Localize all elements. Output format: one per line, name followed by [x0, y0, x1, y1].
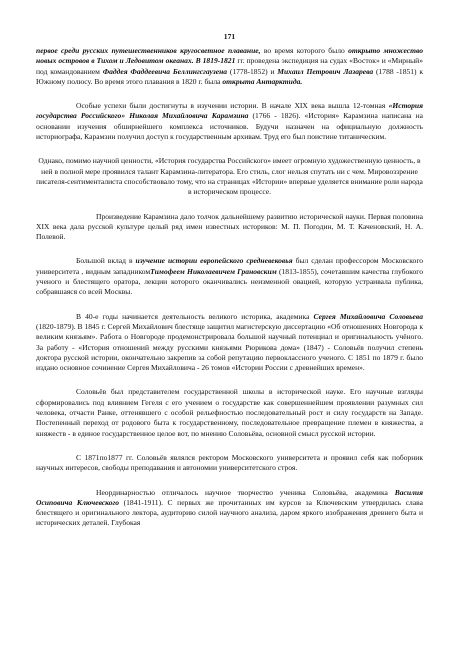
- plain-text: гг. проведена экспедиция на судах «Восток» и «Мирный» под командованием: [36, 56, 423, 76]
- plain-text: Большой вклад в: [76, 256, 136, 266]
- plain-text: во время которого было: [260, 46, 349, 55]
- person-name: Тимофеем Николаевичем Грановским: [150, 266, 277, 276]
- person-name: Сергея Михайловича Соловьева: [313, 311, 424, 321]
- paragraph-rector: С 1871по1877 гг. Соловьёв являлся ректором Московского университета и проявил себя как поборник научных интересов, свободы преподавания и автономии университетского строя.: [36, 452, 423, 473]
- plain-text: (1813-1855), сочетавшим качества глубокого ученого и блестящего оратора, лекции которого оканчивались неизменной овацией, которую устраивала публика, собравшаяся со всей Москвы.: [36, 266, 423, 297]
- paragraph-solovyov: [36, 312, 423, 374]
- plain-text: был сделан профессором Московского университета , видным западником: [36, 256, 424, 276]
- emphasis-text: «История государства Российского» Николая Михайловича Карамзина: [36, 101, 423, 121]
- document-body: [36, 46, 423, 529]
- person-name: Василия Осиповича Ключевского: [36, 487, 423, 507]
- plain-text: (1841-1911). С первых же прочитанных им курсов за Ключевским утвердилась слава блестящего и оригинального лектора, аудиторию силой научного анализа, даром яркого изображения древнего быта и исторических деталей. Глубокая: [36, 497, 423, 528]
- paragraph-karamzin-style: Однако, помимо научной ценности, «История государства Российского» имеет огромную художественную ценность, в ней в полной мере проявился талант Карамзина-литератора. Его стиль, слог нельзя спутать ни с чем. Мировоззрение писателя-сентименталиста способствовало тому, что на страницах «Истории» впервые уделяется внимание роли народа в историческом процессе.: [36, 156, 423, 197]
- person-name: Михаил Петрович Лазарева: [277, 66, 374, 76]
- emphasis-text: первое среди русских путешественников кругосветное плавание,: [36, 46, 261, 55]
- plain-text: (1778-1852) и: [227, 66, 278, 76]
- plain-text: Особые успехи были достигнуты в изучении истории. В начале XIX века вышла 12-томная: [76, 101, 389, 111]
- plain-text: (1788 -1851) к Южному полюсу. Во время этого плавания в 1820 г. была: [36, 66, 423, 86]
- paragraph-expeditions: [36, 46, 423, 87]
- paragraph-klyuchevsky: [36, 488, 423, 529]
- page-number: 171: [223, 32, 236, 41]
- emphasis-text: открыто множество новых островов в Тихом и Ледовитом океанах. В 1819-1821: [36, 46, 423, 66]
- plain-text: (1766 - 1826). «История» Карамзина написана на основании изучения обширнейшего комплекса источников. Будучи назначен на официальную должность историографа, Карамзин получил доступ к государственным архивам. Труд его был поистине титаническим.: [36, 111, 423, 142]
- plain-text: Неординарностью отличалось научное творчество ученика Соловьёва, академика: [96, 487, 395, 497]
- person-name: Фаддея Фаддеевича Беллингсгаузена: [102, 66, 228, 76]
- emphasis-text: изучение истории европейского средневековья: [135, 256, 293, 266]
- plain-text: (1820-1879). В 1845 г. Сергей Михайлович блестяще защитил магистерскую диссертацию «Об отношениях Новгорода к великим князьям». Работа о Новгороде продемонстрировала большой научный потенциал и оригинальность учёного. За работу - «История отношений между русскими князьями Рюрикова дома» (1847) - Соловьёв получил степень доктора русской истории, окончательно закрепив за собой репутацию первоклассного ученого. С 1851 по 1879 г. было издано основное сочинение Сергея Михайловича - 26 томов «Истории России с древнейших времен».: [36, 321, 423, 373]
- paragraph-state-school: Соловьёв был представителем государственной школы в исторической науке. Его научные взгляды сформировались под влиянием Гегеля с его учением о государстве как совершеннейшем проявлении разумных сил человека, отчасти Ранке, оттенявшего с особой рельефностью последовательный рост и силу государств на Западе. Постепенный переход от родового быта к государственному, последовательное превращение племен в княжества, а княжеств - в единое государственное целое вот, по мнению Соловьёва, основной смысл русской истории.: [36, 387, 423, 438]
- emphasis-text: открыта Антарктида.: [222, 76, 303, 86]
- paragraph-historians: Произведение Карамзина дало толчок дальнейшему развитию исторической науки. Первая половина XIX века дала русской культуре целый ряд имен известных историков: М. П. Погодин, М. Т. Каченовский, Н. А. Полевой.: [36, 211, 423, 242]
- paragraph-karamzin: [36, 101, 423, 142]
- plain-text: В 40-е годы начинается деятельность великого историка, академика: [76, 311, 314, 321]
- paragraph-granovsky: [36, 256, 423, 297]
